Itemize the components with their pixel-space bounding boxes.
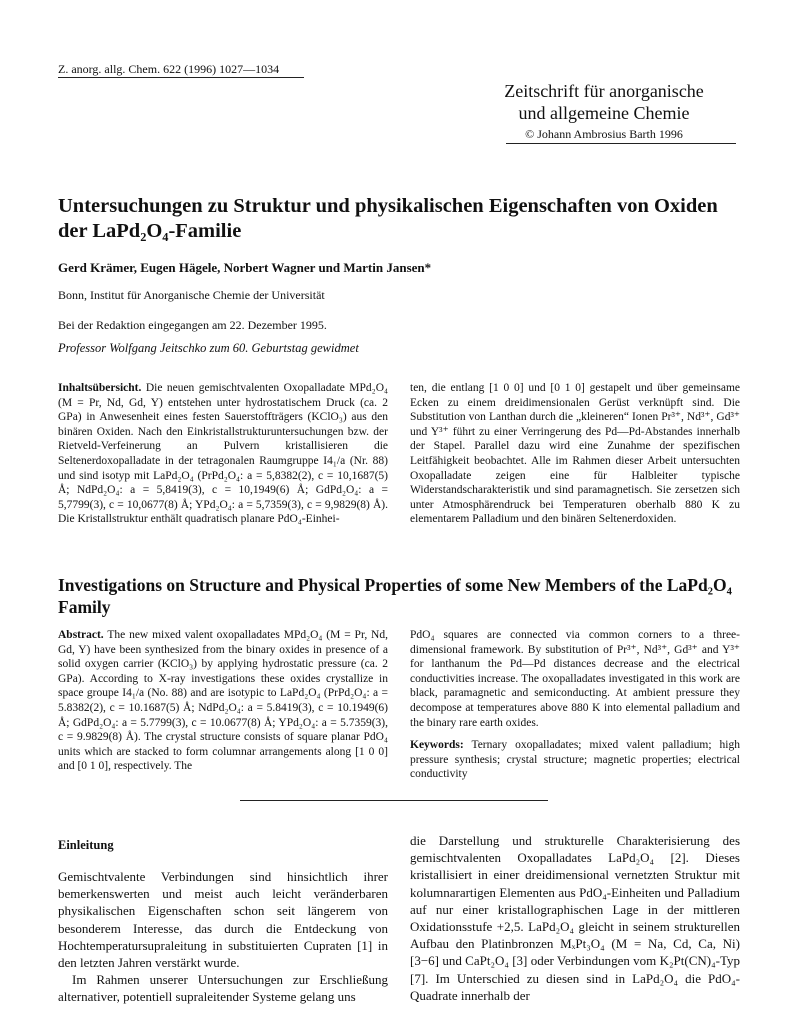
english-abstract-text-left: The new mixed valent oxopalladates MPd₂O₄ (M = Pr, Nd, Gd, Y) have been synthesized from the binary oxides in presence of a solid oxygen carrier (KClO₃) by applying hydrostatic pressure (ca. 2 GPa). According to X-ray investigations these oxides crystallize in space groupe I4₁/a (No. 88) and are isotypic to LaPd₂O₄ (PrPd₂O₄: a = 5.8382(2), c = 10.1687(5) Å; NdPd₂O₄: a = 5.8419(3), c = 10.1949(6) Å; GdPd₂O₄: a = 5.7799(3), c = 10.0677(8) Å; YPd₂O₄: a = 5.7359(3), c = 9.9829(8) Å). The crystal structure consists of square planar PdO₄ units which are stacked to form columnar arrangements along [1 0 0] and [0 1 0], respectively. The bbox=[58, 629, 388, 773]
journal-name-line1: Zeitschrift für anorganische bbox=[504, 81, 704, 101]
intro-paragraph-2: Im Rahmen unserer Untersuchungen zur Erschließung alternativer, potentiell supraleitender Systeme gelang uns bbox=[58, 972, 388, 1005]
keywords-text: Ternary oxopalladates; mixed valent palladium; high pressure synthesis; crystal structure; magnetic properties; electrical conductivity bbox=[410, 739, 741, 781]
journal-name-line2: und allgemeine Chemie bbox=[518, 103, 690, 123]
dedication: Professor Wolfgang Jeitschko zum 60. Geburtstag gewidmet bbox=[58, 341, 359, 355]
journal-copyright: © Johann Ambrosius Barth 1996 bbox=[525, 127, 683, 141]
journal-masthead bbox=[484, 80, 724, 142]
keywords bbox=[410, 738, 740, 782]
german-abstract-text-left: Die neuen gemischtvalenten Oxopalladate MPd₂O₄ (M = Pr, Nd, Gd, Y) entstehen unter hydrostatischem Druck (ca. 2 GPa) in Anwesenheit eines festen Sauerstoffträgers (KClO₃) aus den binären Oxiden. Nach den Einkristallstrukturuntersuchungen bzw. der Rietveld-Verfeinerung an Pulvern kristallisieren die Seltenerdoxopalladate in der tetragonalen Raumgruppe I4₁/a (Nr. 88) und sind isotyp mit LaPd₂O₄ (PrPd₂O₄: a = 5,8382(2), c = 10,1687(5) Å; NdPd₂O₄: a = 5,8419(3), c = 10,1949(6) Å; GdPd₂O₄: a = 5,7799(3), c = 10,0677(8) Å; YPd₂O₄: a = 5,7359(3), c = 9,9829(8) Å). Die Kristallstruktur enthält quadratisch planare PdO₄-Einhei- bbox=[58, 382, 389, 526]
intro-paragraph-1: Gemischtvalente Verbindungen sind hinsichtlich ihrer bemerkenswerten und meist auch leicht veränderbaren physikalischen Eigenschaften schon seit längerem von besonderem Interesse, das durch die Entdeckung von Hochtemperatursupraleitung in substituierten Cupraten [1] in den letzten Jahren verstärkt wurde. bbox=[58, 869, 388, 971]
german-abstract-label: Inhaltsübersicht. bbox=[58, 382, 142, 394]
citation-rule bbox=[58, 77, 304, 78]
received-date: Bei der Redaktion eingegangen am 22. Dezember 1995. bbox=[58, 318, 327, 332]
affiliation: Bonn, Institut für Anorganische Chemie der Universität bbox=[58, 288, 325, 302]
intro-heading: Einleitung bbox=[58, 838, 114, 852]
masthead-rule bbox=[506, 143, 736, 144]
keywords-label: Keywords: bbox=[410, 739, 464, 751]
english-abstract-label: Abstract. bbox=[58, 629, 104, 641]
intro-left-column bbox=[58, 868, 388, 1006]
intro-right-column: die Darstellung und strukturelle Charakterisierung des gemischtvalenten Oxopalladates LaPd₂O₄ [2]. Dieses kristallisiert in einer dreidimensional vernetzten Struktur mit kolumnarartigen Elementen aus PdO₄-Einheiten und Palladium auf nur einer kristallographischen Lage in der mittleren Oxidationsstufe +2,5. LaPd₂O₄ gleicht in seinem strukturellen Aufbau den Platinbronzen MₓPt₃O₄ (M = Na, Cd, Ca, Ni) [3−6] und CaPt₂O₄ [3] oder Verbindungen vom K₂Pt(CN)₄-Typ [7]. Im Unterschied zu diesen sind in LaPd₂O₄ die PdO₄-Quadrate innerhalb der bbox=[410, 833, 740, 1003]
journal-citation: Z. anorg. allg. Chem. 622 (1996) 1027—1034 bbox=[58, 62, 280, 76]
english-title: Investigations on Structure and Physical Properties of some New Members of the LaPd₂O₄ Family bbox=[58, 575, 732, 617]
english-abstract-right: PdO₄ squares are connected via common corners to a three-dimensional framework. By substitution of Pr³⁺, Nd³⁺, Gd³⁺ and Y³⁺ for lanthanum the Pd—Pd distances decrease and the electrical conductivities increase. The oxopalladates investigated in this work are black, paramagnetic and semiconducting. At ambient pressure they decompose at temperatures above 880 K into elemental palladium and the binary rare earth oxides. bbox=[410, 629, 740, 729]
paper-title: Untersuchungen zu Struktur und physikalischen Eigenschaften von Oxiden der LaPd₂O₄-Familie bbox=[58, 195, 718, 242]
author-list: Gerd Krämer, Eugen Hägele, Norbert Wagner und Martin Jansen* bbox=[58, 260, 432, 275]
german-abstract-left bbox=[58, 381, 388, 527]
section-separator bbox=[240, 800, 548, 801]
german-abstract-right: ten, die entlang [1 0 0] und [0 1 0] gestapelt und über gemeinsame Ecken zu einem dreidimensionalen Gerüst verknüpft sind. Die Substitution von Lanthan durch die „kleineren“ Ionen Pr³⁺, Nd³⁺, Gd³⁺ und Y³⁺ führt zu einer Verringerung des Pd—Pd-Abstandes innerhalb der Stapel. Parallel dazu wird eine Zunahme der spezifischen Leitfähigkeit beobachtet. Alle im Rahmen dieser Arbeit untersuchten Oxopalladate zeigen eine für Halbleiter typische Widerstandscharakteristik und sind paramagnetisch. Sie zersetzen sich unter Atmosphärendruck bei Temperaturen oberhalb 880 K zu elementarem Palladium und den binären Seltenerdoxiden. bbox=[410, 382, 740, 526]
english-abstract-left bbox=[58, 628, 388, 774]
